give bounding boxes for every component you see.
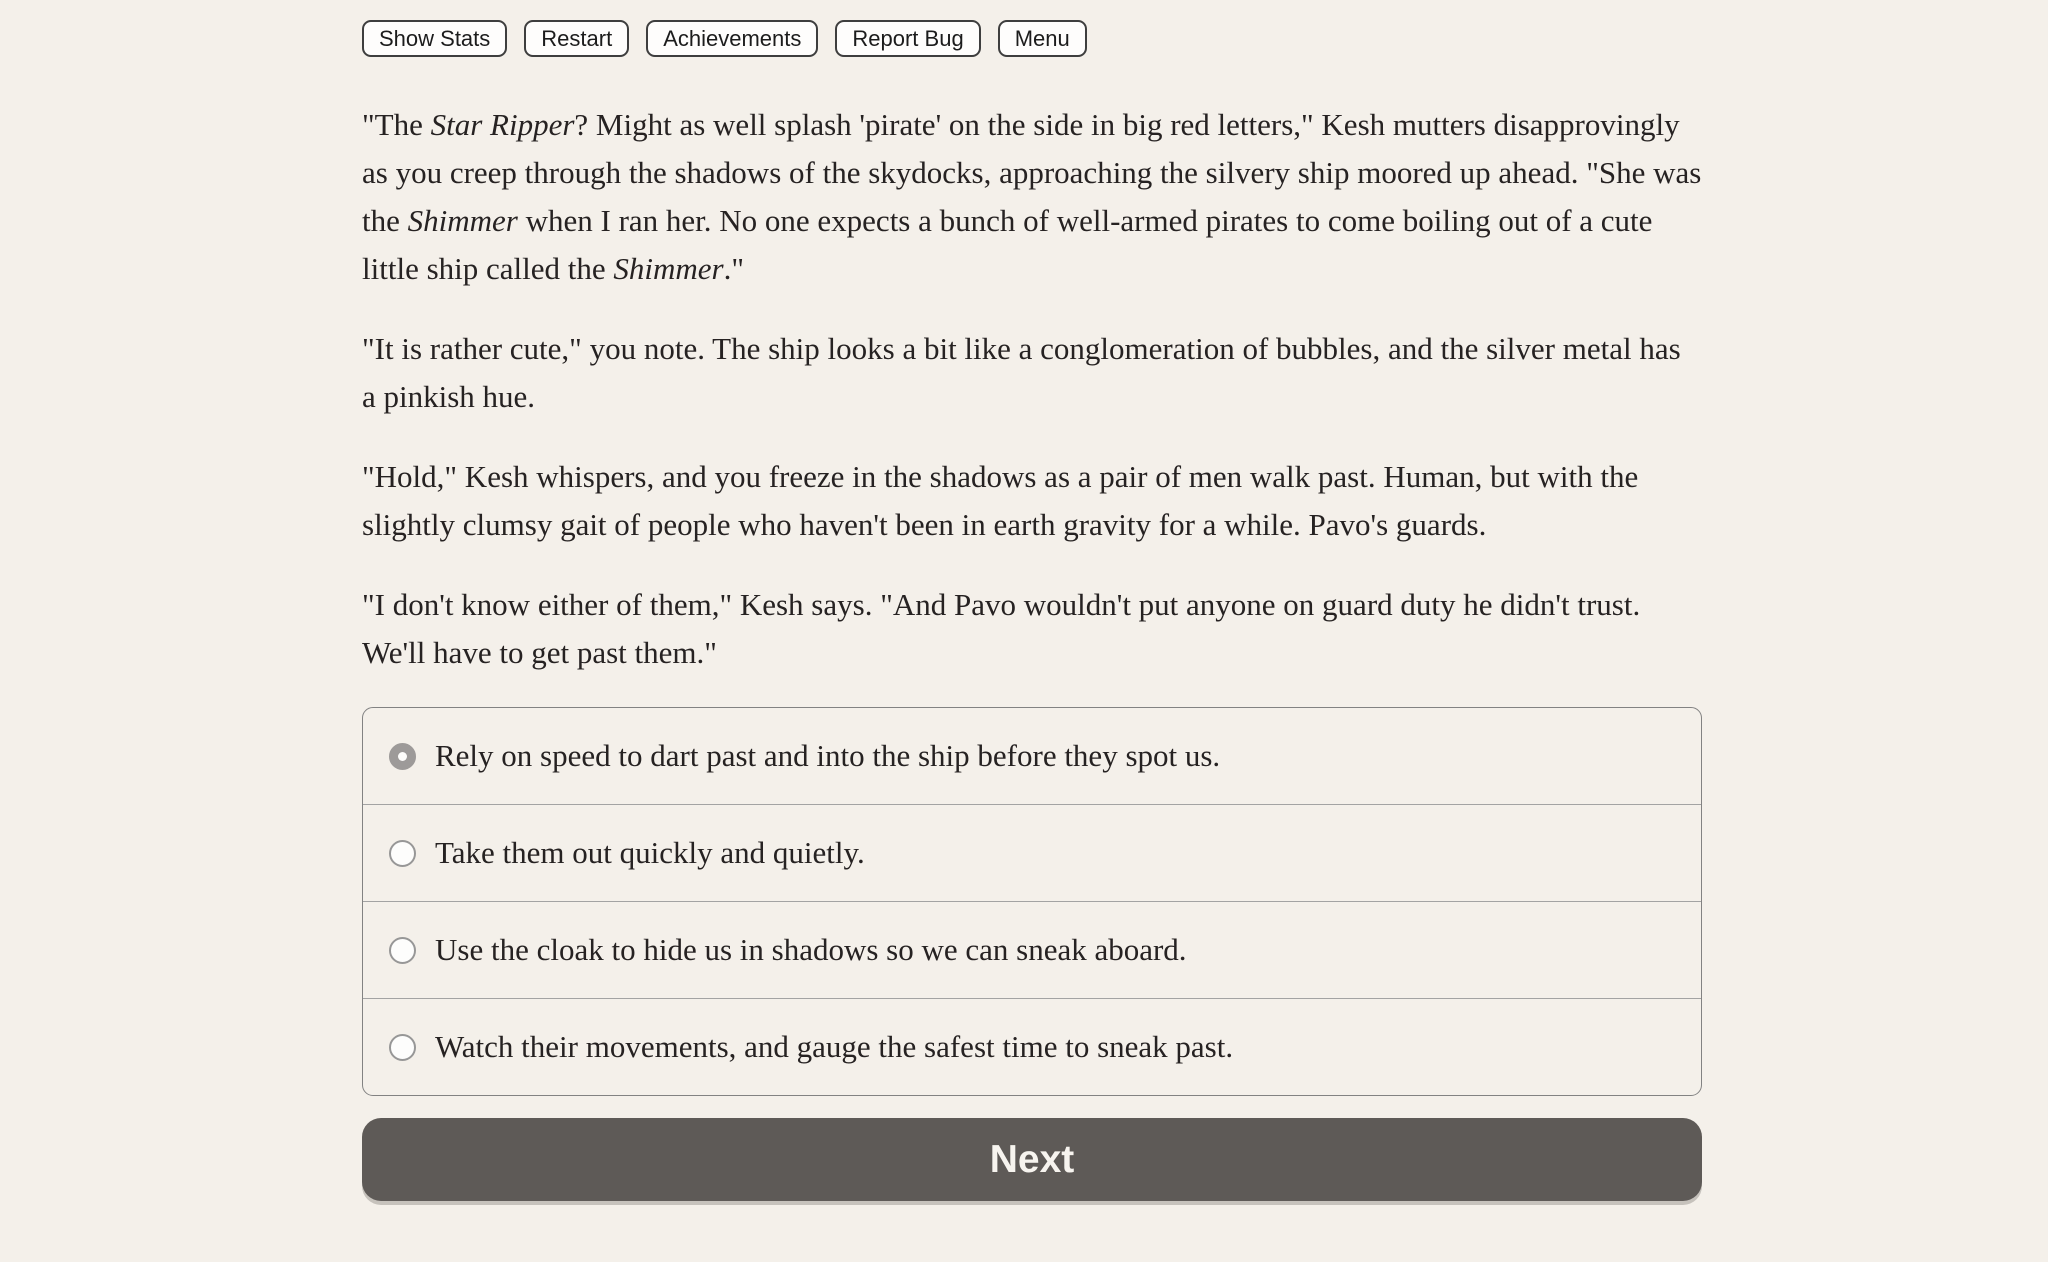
next-button[interactable]: Next <box>362 1118 1702 1201</box>
toolbar <box>362 20 1702 57</box>
story-segment: "It is rather cute," you note. The ship looks a bit like a conglomeration of bubbles, and the silver metal has a pinkish hue. <box>362 331 1681 414</box>
menu-button[interactable]: Menu <box>998 20 1087 57</box>
story-paragraph-1 <box>362 101 1702 293</box>
report-bug-button[interactable]: Report Bug <box>835 20 980 57</box>
radio-selected-icon[interactable] <box>389 743 416 770</box>
story-text <box>362 101 1702 677</box>
story-segment: "The <box>362 107 431 142</box>
choice-option-label: Watch their movements, and gauge the safest time to sneak past. <box>435 1029 1234 1064</box>
story-segment-italic: Shimmer <box>613 251 724 286</box>
choice-option-1[interactable] <box>363 708 1701 804</box>
story-segment: "Hold," Kesh whispers, and you freeze in the shadows as a pair of men walk past. Human, but with the slightly clumsy gait of people who haven't been in earth gravity for a while. Pavo's guards. <box>362 459 1639 542</box>
choice-option-label: Take them out quickly and quietly. <box>435 835 865 870</box>
story-paragraph-2 <box>362 325 1702 421</box>
restart-button[interactable]: Restart <box>524 20 629 57</box>
page-footer-strip <box>0 1262 2048 1280</box>
story-segment: ." <box>723 251 745 286</box>
choice-option-label: Use the cloak to hide us in shadows so we can sneak aboard. <box>435 932 1187 967</box>
choice-option-label: Rely on speed to dart past and into the ship before they spot us. <box>435 738 1221 773</box>
choice-option-4[interactable] <box>363 998 1701 1095</box>
choice-group <box>362 707 1702 1096</box>
choice-option-3[interactable] <box>363 901 1701 998</box>
story-paragraph-4 <box>362 581 1702 677</box>
achievements-button[interactable]: Achievements <box>646 20 818 57</box>
radio-icon[interactable] <box>389 1034 416 1061</box>
choice-option-2[interactable] <box>363 804 1701 901</box>
story-segment-italic: Shimmer <box>407 203 518 238</box>
story-paragraph-3 <box>362 453 1702 549</box>
radio-icon[interactable] <box>389 840 416 867</box>
story-segment-italic: Star Ripper <box>430 107 575 142</box>
show-stats-button[interactable]: Show Stats <box>362 20 507 57</box>
story-segment: ? Might as well splash 'pirate' on the side in big red letters," Kesh mutters disapprovingly as you creep through the shadows of the skydocks, approaching the silvery ship moored up ahead. "She was the <box>362 107 1702 238</box>
radio-icon[interactable] <box>389 937 416 964</box>
content-column <box>362 0 1702 1201</box>
story-segment: when I ran her. No one expects a bunch of well-armed pirates to come boiling out of a cute little ship called the <box>362 203 1653 286</box>
story-segment: "I don't know either of them," Kesh says. "And Pavo wouldn't put anyone on guard duty he didn't trust. We'll have to get past them." <box>362 587 1641 670</box>
